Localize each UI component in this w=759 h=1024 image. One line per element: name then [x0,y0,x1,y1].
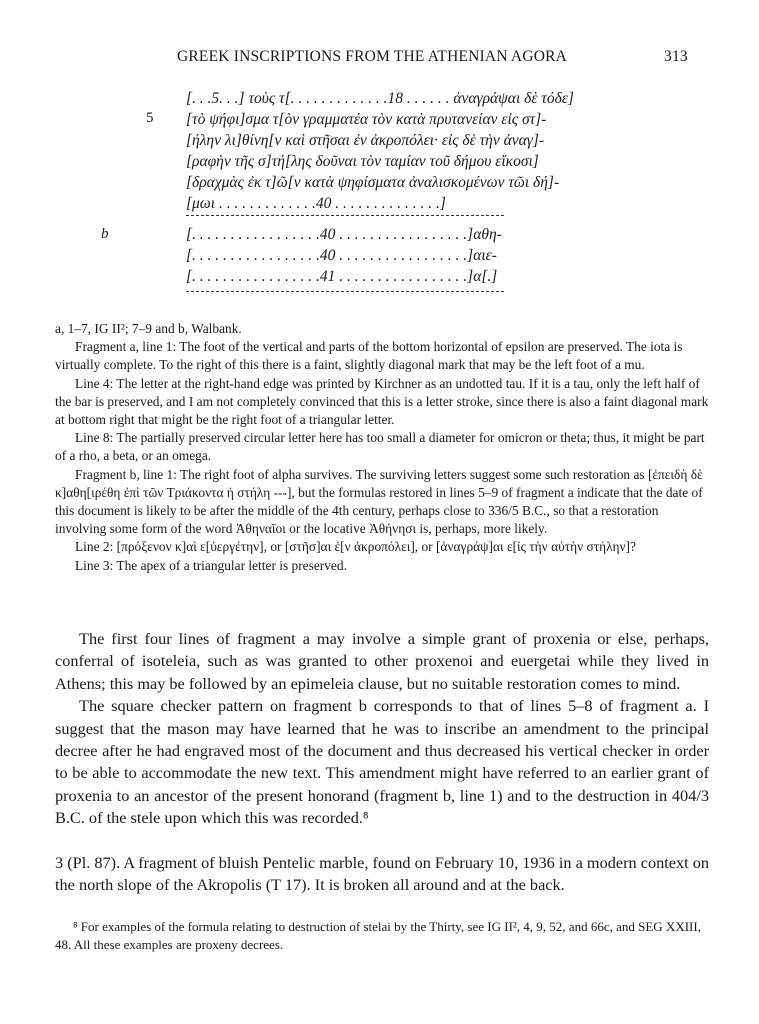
inscription-line-a1: [. . .5. . .] τοὺς τ[. . . . . . . . . . . . .18 . . . . . . ἀναγράψαι δὲ τόδε] [186,90,574,107]
note-paragraph: Line 2: [πρόξενον κ]αὶ ε[ὐεργέτην], or [στῆσ]αι ἐ[ν ἀκροπόλει], or [ἀναγράψ]αι ε[ἰς τὴν αὐτὴν στήλην]? [75,539,636,555]
line-number-5: 5 [146,110,154,126]
body-paragraph: The square checker pattern on fragment b corresponds to that of lines 5–8 of fragment a. I suggest that the mason may have learned that he was to inscribe an amendment to the principal decree after he had engraved most of the document and thus decreased his vertical checker in order to be able to accommodate the new text. This amendment might have referred to an earlier grant of proxenia to an ancestor of the present honorand (fragment b, line 1) and to the destruction in 404/3 B.C. of the stele upon which this was recorded.⁸ [55,696,709,828]
lacuna-divider [186,215,504,216]
inscription-line-a6: [μωι . . . . . . . . . . . . .40 . . . . . . . . . . . . . .] [186,195,446,212]
body-text [55,628,709,830]
inscription-line-b3: [. . . . . . . . . . . . . . . . .41 . . . . . . . . . . . . . . . . .]α[.] [186,268,498,285]
inscription-line-a3: [ήλην λι]θίνη[ν καὶ στῆσαι ἐν ἀκροπόλει· εἰς δὲ τὴν ἀναγ]- [186,132,545,149]
lacuna-divider [186,291,504,292]
inscription-line-a5: [δραχμὰς ἐκ τ]ῶ[ν κατὰ ψηφίσματα ἀναλισκομένων τῶι δή]- [186,174,560,191]
note-paragraph: Fragment b, line 1: The right foot of alpha survives. The surviving letters suggest some such restoration as [ἐπειδὴ δὲ κ]αθη[ιρέθη ἐπὶ τῶν Τριάκοντα ἡ στήλη ---], but the formulas restored in lines 5–9 of fragment a indicate that the date of this document is likely to be after the middle of the 4th century, perhaps close to 336/5 B.C., so that a restoration involving some form of the word Ἀθηναῖοι or the locative Ἀθήνησι is, perhaps, more likely. [55,466,703,537]
running-header-title: GREEK INSCRIPTIONS FROM THE ATHENIAN AGORA [177,48,568,65]
note-paragraph: Line 4: The letter at the right-hand edge was printed by Kirchner as an undotted tau. If it is a tau, only the left half of the bar is preserved, and I am not completely convinced that this is a letter stroke, since there is also a faint diagonal mark at bottom right that might be the right foot of a triangular letter. [55,375,709,428]
note-paragraph: Fragment a, line 1: The foot of the vertical and parts of the bottom horizontal of epsilon are preserved. The iota is virtually complete. To the right of this there is a faint, slightly diagonal mark that may be the left foot of a mu. [55,339,683,373]
inscription-line-a4: [ραφὴν τῆς σ]τή[λης δοῦναι τὸν ταμίαν τοῦ δήμου εἴκοσι] [186,153,539,170]
inscription-block [186,88,574,298]
entry-3-description: 3 (Pl. 87). A fragment of bluish Pentelic marble, found on February 10, 1936 in a modern context on the north slope of the Akropolis (T 17). It is broken all around and at the back. [55,853,709,895]
notes-attribution: a, 1–7, IG II²; 7–9 and b, Walbank. [55,321,242,336]
body-paragraph: The first four lines of fragment a may involve a simple grant of proxenia or else, perhaps, conferral of isoteleia, such as was granted to other proxenoi and euergetai while they lived in Athens; this may be followed by an epimeleia clause, but no suitable restoration comes to mind. [55,629,709,693]
footnote-8: ⁸ For examples of the formula relating to destruction of stelai by the Thirty, see IG II², 4, 9, 52, and 66c, and SEG XXIII, 48. All these examples are proxeny decrees. [55,919,701,952]
note-paragraph: Line 8: The partially preserved circular letter here has too small a diameter for omicron or theta; thus, it might be part of a rho, a beta, or an omega. [55,430,705,464]
fragment-b-label: b [101,226,109,242]
footnote [55,918,709,953]
inscription-line-b1: [. . . . . . . . . . . . . . . . .40 . . . . . . . . . . . . . . . . .]αθη- [186,226,502,243]
inscription-line-a2: [τὸ ψήφι]σμα τ[ὸν γραμματέα τὸν κατὰ πρυτανείαν εἰς στ]- [186,111,547,128]
inscription-line-b2: [. . . . . . . . . . . . . . . . .40 . . . . . . . . . . . . . . . . .]αιε- [186,247,497,264]
page-number: 313 [664,48,688,65]
note-paragraph: Line 3: The apex of a triangular letter is preserved. [75,557,347,573]
critical-notes [55,320,709,575]
entry-3 [55,852,709,897]
